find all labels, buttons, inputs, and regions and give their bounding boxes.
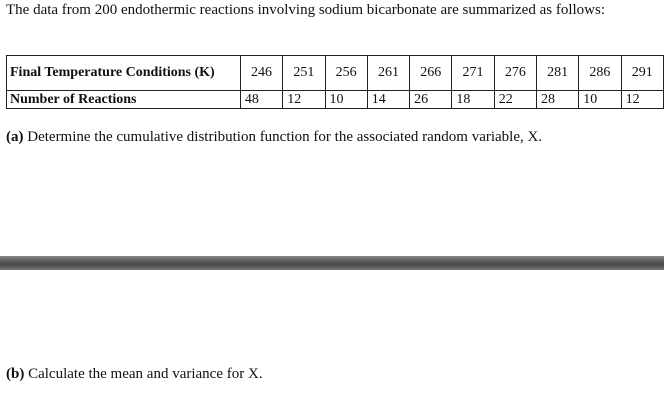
temperature-cell: 276: [494, 56, 536, 91]
reaction-count-row: [7, 91, 664, 109]
temperature-cell: 256: [325, 56, 367, 91]
question-a-marker: (a): [6, 129, 24, 145]
count-cell: 26: [410, 91, 452, 109]
temperature-row-label: Final Temperature Conditions (K): [7, 56, 241, 91]
count-cell: 28: [536, 91, 578, 109]
count-cell: 22: [494, 91, 536, 109]
question-b-marker: (b): [6, 366, 25, 382]
temperature-cell: 251: [283, 56, 325, 91]
count-cell: 12: [621, 91, 663, 109]
reaction-data-table: [6, 55, 664, 109]
count-cell: 18: [452, 91, 494, 109]
temperature-cell: 266: [410, 56, 452, 91]
temperature-cell: 261: [367, 56, 409, 91]
section-divider: [0, 256, 664, 270]
temperature-cell: 281: [536, 56, 578, 91]
count-cell: 10: [325, 91, 367, 109]
question-a: [6, 129, 542, 146]
question-a-text: Determine the cumulative distribution function for the associated random variable, X.: [23, 129, 543, 145]
count-cell: 12: [283, 91, 325, 109]
problem-intro: The data from 200 endothermic reactions involving sodium bicarbonate are summarized as follows:: [6, 2, 605, 18]
temperature-cell: 271: [452, 56, 494, 91]
count-cell: 10: [579, 91, 621, 109]
temperature-cell: 286: [579, 56, 621, 91]
question-b-text: Calculate the mean and variance for X.: [24, 366, 263, 382]
count-cell: 14: [367, 91, 409, 109]
temperature-row: [7, 56, 664, 91]
temperature-cell: 246: [240, 56, 282, 91]
count-row-label: Number of Reactions: [7, 91, 241, 109]
temperature-cell: 291: [621, 56, 663, 91]
count-cell: 48: [240, 91, 282, 109]
question-b: [6, 366, 263, 383]
